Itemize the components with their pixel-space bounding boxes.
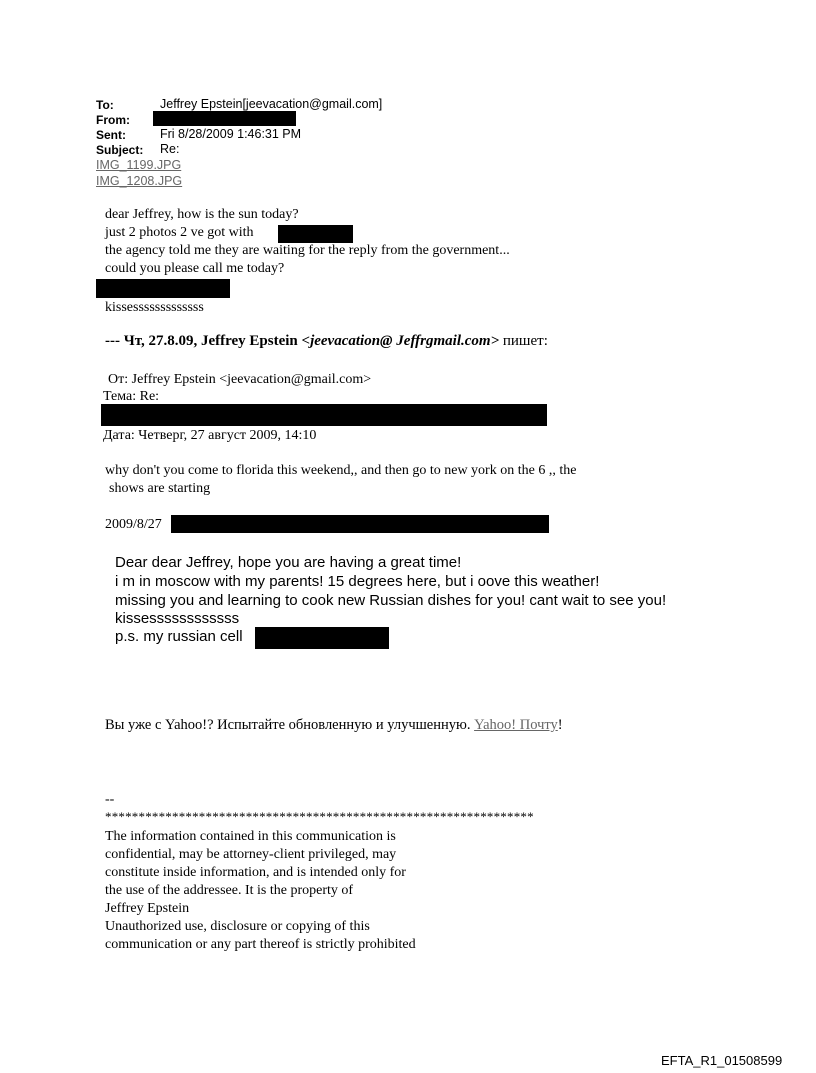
redaction-box [96,279,230,298]
redaction-box [278,225,353,243]
subject-label: Subject: [96,143,144,157]
quote2-line: kissessssssssssss [115,610,240,627]
stars-divider: **************************************************************** [105,809,534,824]
disclaimer-line: confidential, may be attorney-client privileged, may [105,847,397,862]
yahoo-promo-text: Вы уже с Yahoo!? Испытайте обновленную и улучшенную. [105,717,475,733]
quote-body-line: why don't you come to florida this weekend,, and then go to new york on the 6 ,, the [105,463,577,478]
disclaimer-line: constitute inside information, and is intended only for [105,865,406,880]
yahoo-mail-link[interactable]: Yahoo! Почту [474,717,558,733]
disclaimer-line: the use of the addressee. It is the property of [105,883,354,898]
disclaimer-line: communication or any part thereof is strictly prohibited [105,937,416,952]
sent-value: Fri 8/28/2009 1:46:31 PM [160,127,302,141]
signature-dashes: -- [105,792,115,807]
quote-intro-prefix: --- Чт, 27.8.09, Jeffrey Epstein [105,333,302,349]
document-id: EFTA_R1_01508599 [661,1053,783,1068]
quote-date-line: Дата: Четверг, 27 август 2009, 14:10 [103,428,317,443]
to-value: Jeffrey Epstein[jeevacation@gmail.com] [160,97,383,111]
yahoo-promo-suffix: ! [557,717,563,733]
quote-subject-line: Тема: Re: [103,389,160,404]
disclaimer-line: Jeffrey Epstein [105,901,190,916]
quote-intro [105,333,548,350]
disclaimer-line: Unauthorized use, disclosure or copying of this [105,919,370,934]
redaction-box [153,111,296,126]
quote2-line: i m in moscow with my parents! 15 degrees here, but i oove this weather! [115,573,600,590]
message-line: could you please call me today? [105,261,285,276]
sent-label: Sent: [96,128,126,142]
quote2-line: Dear dear Jeffrey, hope you are having a great time! [115,554,462,571]
reply-date: 2009/8/27 [105,517,162,532]
message-line: the agency told me they are waiting for the reply from the government... [105,243,510,258]
yahoo-promo [105,717,563,734]
quote2-line: missing you and learning to cook new Russian dishes for you! cant wait to see you! [115,592,667,609]
quote2-line: p.s. my russian cell [115,628,243,645]
message-line: dear Jeffrey, how is the sun today? [105,207,299,222]
subject-value: Re: [160,142,180,156]
redaction-box [171,515,549,533]
quote-intro-email: <jeevacation@ Jeffrgmail.com> [301,333,500,349]
redaction-box [101,404,547,426]
quote-from-line: От: Jeffrey Epstein <jeevacation@gmail.com> [108,372,372,387]
from-label: From: [96,113,130,127]
disclaimer-line: The information contained in this communication is [105,829,396,844]
attachment-link[interactable]: IMG_1199.JPG [96,158,182,172]
attachment-link[interactable]: IMG_1208.JPG [96,174,183,188]
quote-intro-suffix: пишет: [499,333,548,349]
redaction-box [255,627,389,649]
kisses-signoff: kissesssssssssssss [105,300,204,315]
quote-body-line: shows are starting [109,481,211,496]
to-label: To: [96,98,114,112]
message-line: just 2 photos 2 ve got with [105,225,254,240]
